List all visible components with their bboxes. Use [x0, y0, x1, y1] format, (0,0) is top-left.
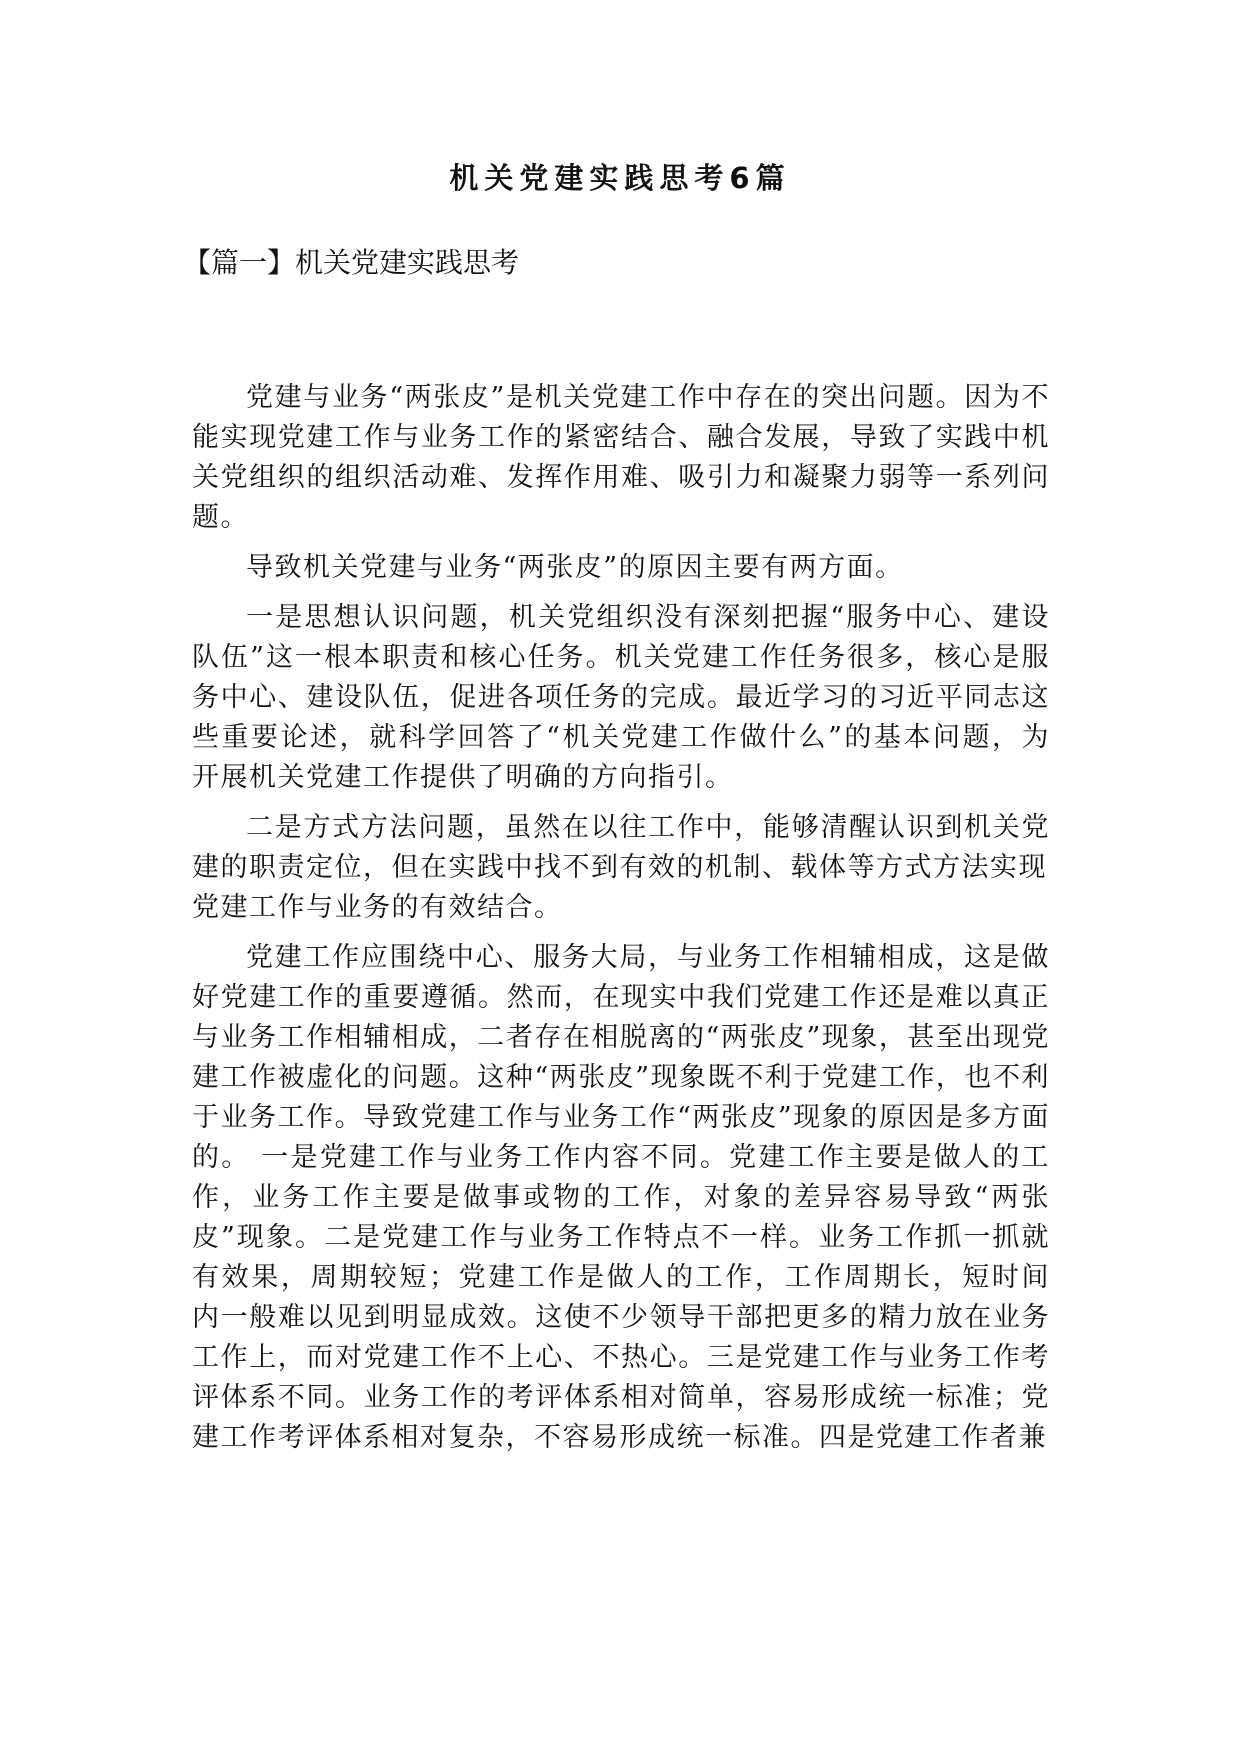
- paragraph: 一是思想认识问题，机关党组织没有深刻把握“服务中心、建设队伍”这一根本职责和核心任务。机关党建工作任务很多，核心是服务中心、建设队伍，促进各项任务的完成。最近学习的习近平同志这些重要论述，就科学回答了“机关党建工作做什么”的基本问题，为 开展机关党建工作提供了明确的方向指引。: [192, 602, 1050, 793]
- paragraph: 导致机关党建与业务“两张皮”的原因主要有两方面。: [246, 552, 904, 583]
- paragraph: 党建工作应围绕中心、服务大局，与业务工作相辅相成，这是做好党建工作的重要遵循。然而，在现实中我们党建工作还是难以真正与业务工作相辅相成，二者存在相脱离的“两张皮”现象，甚至出现党建工作被虚化的问题。这种“两张皮”现象既不利于党建工作，也不利于业务工作。导致党建工作与业务工作“两张皮”现象的原因是多方面的。 一是党建工作与业务工作内容不同。党建工作主要是做人的工作，业务工作主要是做事或物的工作，对象的差异容易导致“两张皮”现象。二是党建工作与业务工作特点不一样。业务工作抓一抓就有效果，周期较短；党建工作是做人的工作，工作周期长，短时间 内一般难以见到明显成效。这使不少领导干部把更多的精力放在业务 工作上，而对党建工作不上心、不热心。三是党建工作与业务工作考 评体系不同。业务工作的考评体系相对简单，容易形成统一标准；党 建工作考评体系相对复杂，不容易形成统一标准。四是党建工作者兼: [192, 942, 1050, 1453]
- paragraph-continuation: 党建工作与业务的有效结合。: [192, 892, 563, 923]
- document-title: 机关党建实践思考6篇: [449, 161, 791, 195]
- paragraph: 二是方式方法问题，虽然在以往工作中，能够清醒认识到机关党 建的职责定位，但在实践中找不到有效的机制、载体等方式方法实现: [192, 812, 1050, 883]
- body-text: [192, 378, 1050, 1468]
- paragraph: 党建与业务“两张皮”是机关党建工作中存在的突出问题。因为不能实现党建工作与业务工作的紧密结合、融合发展，导致了实践中机关党组织的组织活动难、发挥作用难、吸引力和凝聚力弱等一系列问题。: [192, 382, 1050, 533]
- section-heading: 【篇一】机关党建实践思考: [183, 246, 520, 279]
